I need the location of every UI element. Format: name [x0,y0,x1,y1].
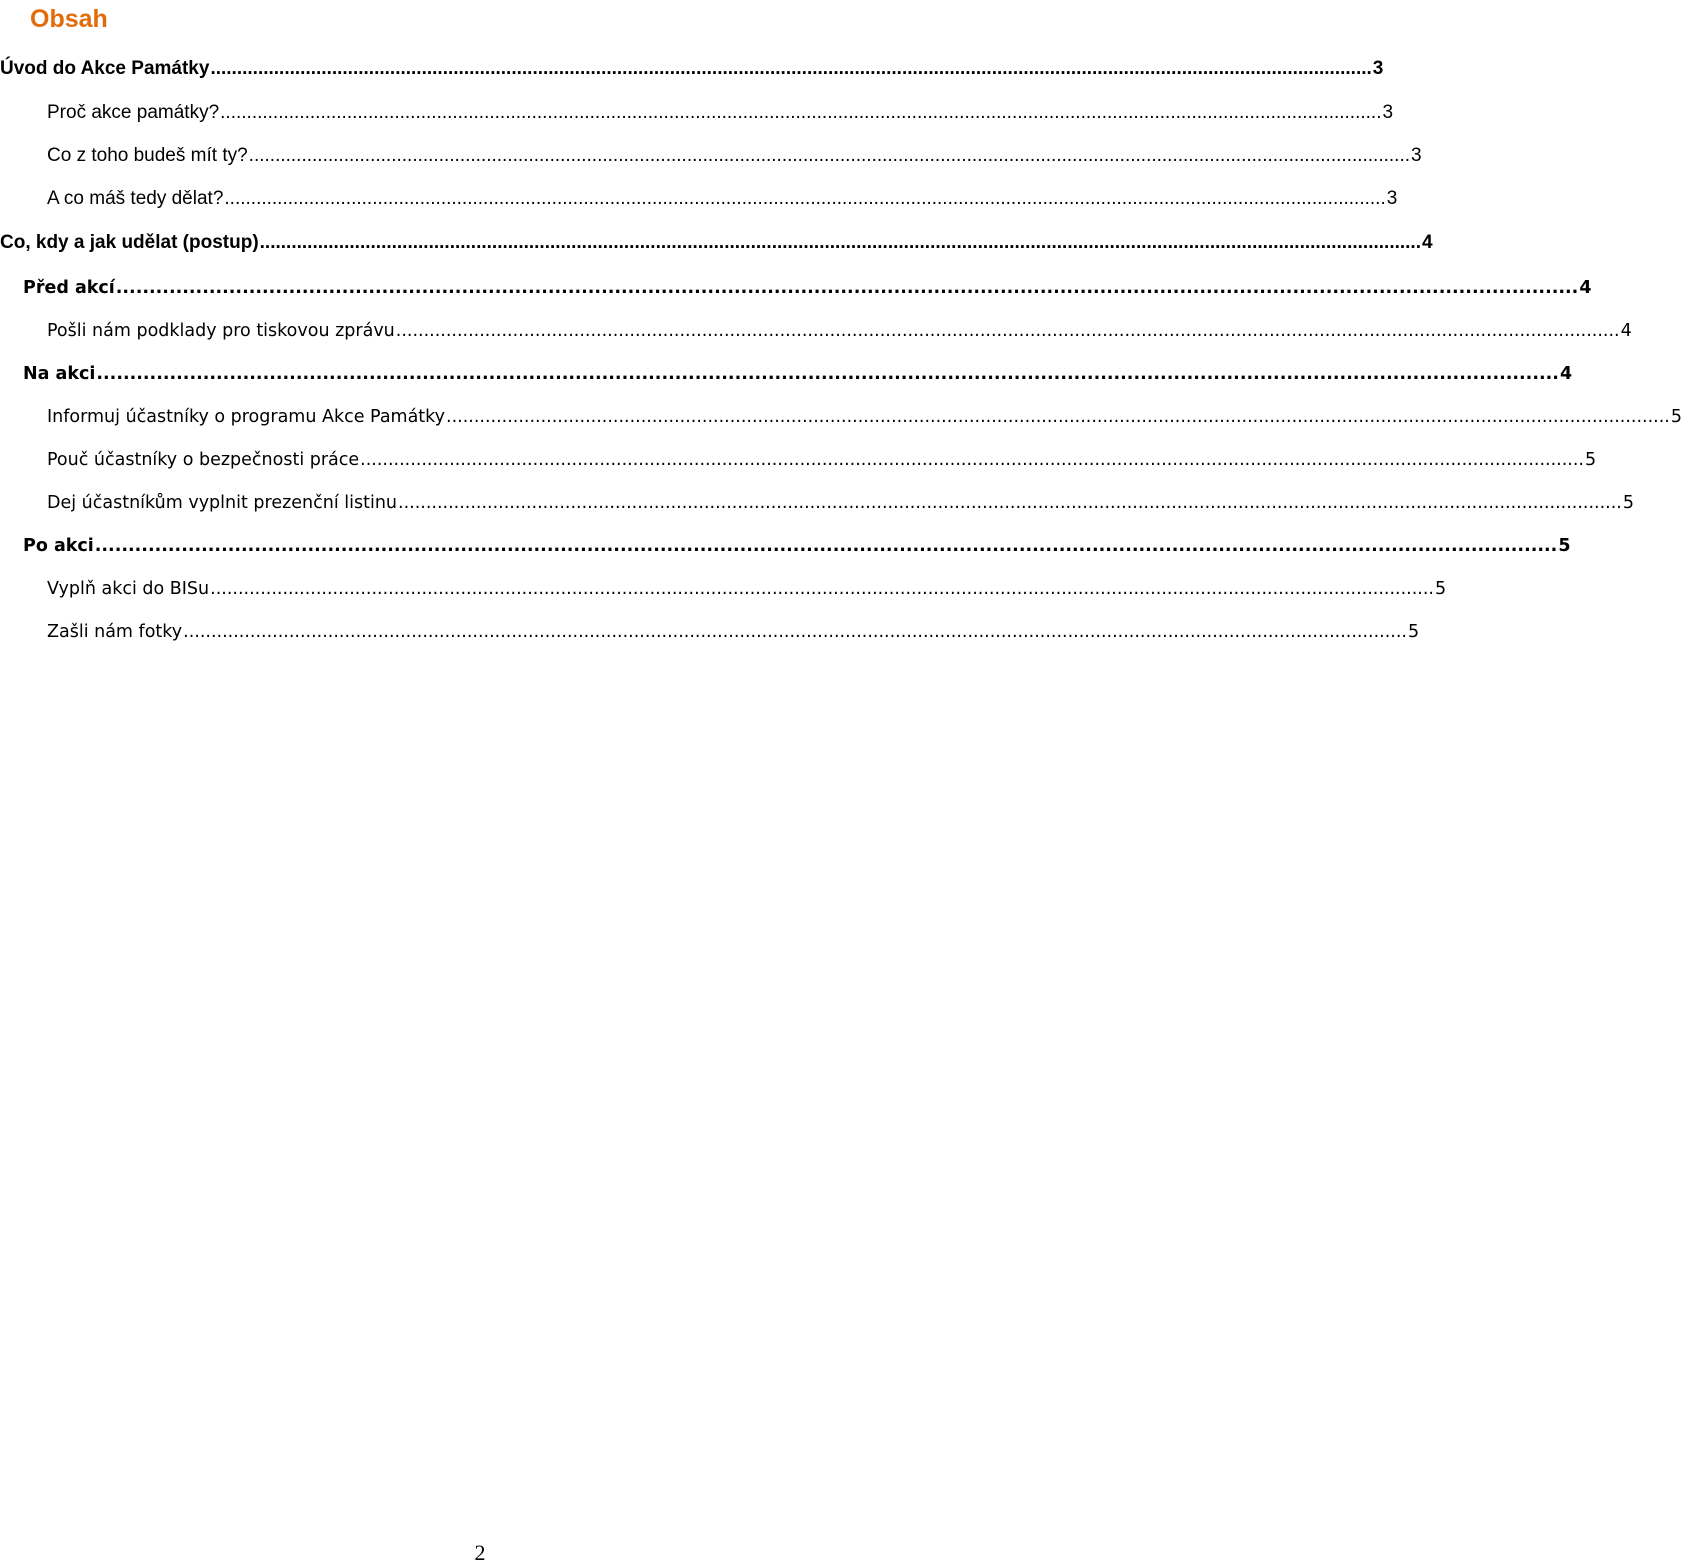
page-number: 2 [474,1540,486,1565]
toc-leader-dots: ............................................................................................................................................................................................................................ [115,278,1579,298]
toc-entry[interactable] [0,145,1422,175]
toc-entry[interactable] [0,321,1632,351]
toc-entry[interactable] [0,622,1420,652]
toc-entry[interactable] [0,407,1682,437]
toc-entry[interactable] [0,58,1384,88]
toc-entry[interactable] [0,232,1433,262]
toc-entry-label: Co, kdy a jak udělat (postup) [0,232,259,253]
toc-entry-label: Úvod do Akce Památky [0,58,210,79]
toc-entry-label: Po akci [23,536,94,556]
toc-entry[interactable] [0,102,1394,132]
toc-entry-label: Informuj účastníky o programu Akce Památky [47,407,446,427]
toc-entry-label: Před akcí [23,278,115,298]
toc-entry[interactable] [0,536,1571,566]
toc-entry-page: 5 [1407,622,1420,642]
toc-entry[interactable] [0,188,1398,218]
toc-entry[interactable] [0,493,1634,523]
toc-leader-dots: ............................................................................................................................................................................................................................ [259,232,1421,253]
toc-entry-page: 4 [1559,364,1573,384]
toc-leader-dots: ............................................................................................................................................................................................................................ [96,364,1559,384]
toc-entry-page: 5 [1670,407,1682,427]
toc-entry-page: 3 [1411,145,1422,166]
toc-leader-dots: ............................................................................................................................................................................................................................ [360,450,1584,470]
toc-leader-dots: ............................................................................................................................................................................................................................ [183,622,1407,642]
toc-entry[interactable] [0,278,1592,308]
toc-entry-label: Dej účastníkům vyplnit prezenční listinu [47,493,398,513]
toc-leader-dots: ............................................................................................................................................................................................................................ [224,188,1386,209]
toc-entry[interactable] [0,364,1573,394]
toc-leader-dots: ............................................................................................................................................................................................................................ [210,579,1434,599]
toc-leader-dots: ............................................................................................................................................................................................................................ [220,102,1382,123]
toc-entry-page: 4 [1620,321,1632,341]
toc-entry-page: 3 [1386,188,1398,209]
toc-entry-page: 4 [1579,278,1592,298]
toc-leader-dots: ............................................................................................................................................................................................................................ [446,407,1670,427]
toc-entry-page: 3 [1382,102,1394,123]
toc-entry[interactable] [0,579,1447,609]
toc-leader-dots: ............................................................................................................................................................................................................................ [395,321,1620,341]
toc-entry-page: 5 [1584,450,1597,470]
toc-entry-label: Vyplň akci do BISu [47,579,210,599]
toc-leader-dots: ............................................................................................................................................................................................................................ [248,145,1411,166]
toc-heading: Obsah [30,5,108,33]
toc-entry-page: 5 [1558,536,1571,556]
toc-leader-dots: ............................................................................................................................................................................................................................ [210,58,1372,79]
toc-entry-page: 4 [1422,232,1433,253]
toc-leader-dots: ............................................................................................................................................................................................................................ [94,536,1558,556]
toc-entry-label: Pošli nám podklady pro tiskovou zprávu [47,321,395,341]
toc-entry-label: A co máš tedy dělat? [47,188,224,209]
toc-entry-label: Proč akce památky? [47,102,220,123]
toc-entry-label: Zašli nám fotky [47,622,183,642]
toc-entry-label: Na akci [23,364,96,384]
toc-entry-page: 3 [1372,58,1384,79]
toc-entry-label: Co z toho budeš mít ty? [47,145,248,166]
toc-entry-page: 5 [1434,579,1447,599]
toc-entry-label: Pouč účastníky o bezpečnosti práce [47,450,360,470]
toc-entry-page: 5 [1622,493,1634,513]
toc-leader-dots: ............................................................................................................................................................................................................................ [398,493,1622,513]
toc-entry[interactable] [0,450,1597,480]
